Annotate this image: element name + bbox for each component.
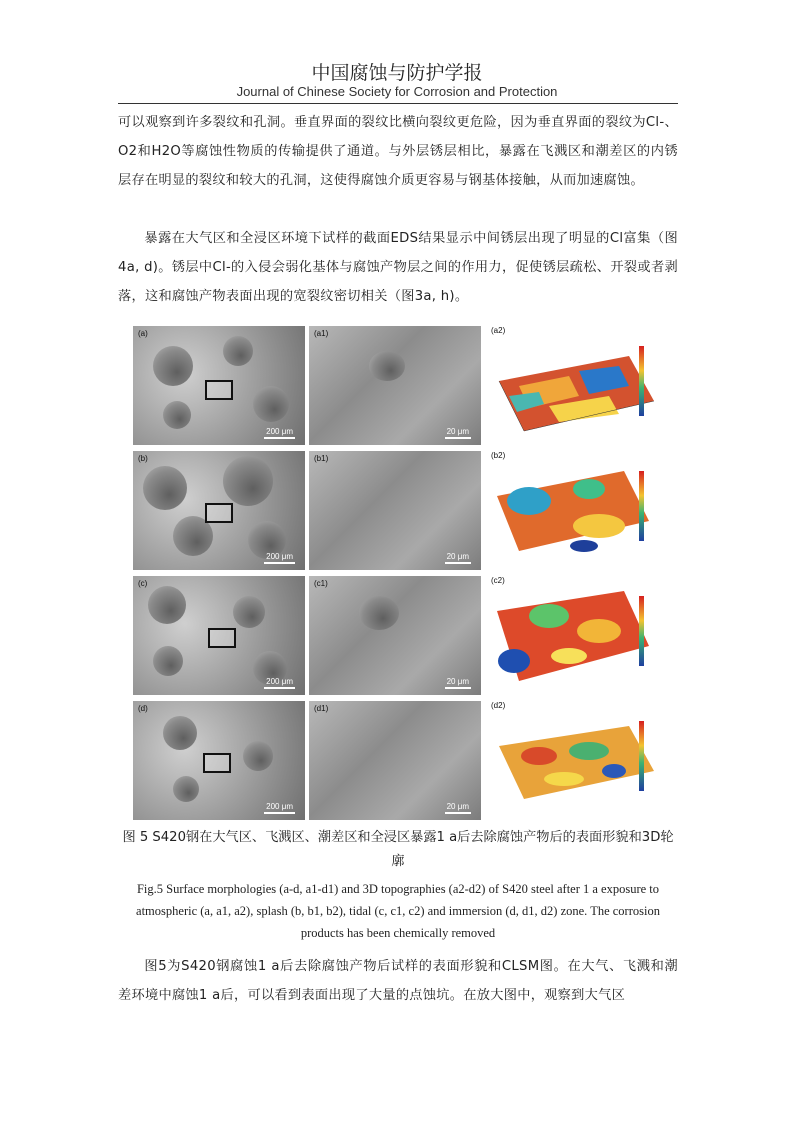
sem-image-d1 [309, 701, 481, 820]
panel-label: (b1) [314, 454, 329, 463]
panel-label: (a1) [314, 329, 329, 338]
topography-3d [489, 451, 659, 570]
panel-label: (d) [138, 704, 148, 713]
sem-image-a [133, 326, 305, 445]
panel-label: (d1) [314, 704, 329, 713]
topo-image-a2 [489, 326, 659, 445]
sem-image-b1 [309, 451, 481, 570]
header-rule [118, 103, 678, 104]
panel-label: (c) [138, 579, 148, 588]
scale-bar: 20 μm [445, 427, 471, 439]
body-paragraph-3: 图5为S420钢腐蚀1 a后去除腐蚀产物后试样的表面形貌和CLSM图。在大气、飞溅和潮差环境中腐蚀1 a后，可以看到表面出现了大量的点蚀坑。在放大图中，观察到大气区 [118, 959, 678, 1003]
body-paragraph-2: 暴露在大气区和全浸区环境下试样的截面EDS结果显示中间锈层出现了明显的Cl富集（图4a, d)。锈层中Cl-的入侵会弱化基体与腐蚀产物层之间的作用力，促使锈层疏松、开裂或者剥落，这和腐蚀产物表面出现的宽裂纹密切相关（图3a, h)。 [118, 231, 678, 304]
zoom-box [205, 380, 233, 400]
panel-label: (c1) [314, 579, 328, 588]
scale-bar: 200 μm [264, 677, 295, 689]
sem-image-d [133, 701, 305, 820]
topo-image-b2 [489, 451, 659, 570]
panel-label: (b) [138, 454, 148, 463]
topo-image-c2 [489, 576, 659, 695]
scale-bar: 20 μm [445, 552, 471, 564]
sem-image-a1 [309, 326, 481, 445]
panel-label: (a2) [491, 326, 506, 335]
panel-label: (d2) [491, 701, 506, 710]
scale-bar: 200 μm [264, 427, 295, 439]
figure-caption-cn: 图 5 S420钢在大气区、飞溅区、潮差区和全浸区暴露1 a后去除腐蚀产物后的表面形貌和3D轮廓 [122, 830, 674, 869]
zoom-box [203, 753, 231, 773]
topography-3d [489, 326, 659, 445]
journal-title-en: Journal of Chinese Society for Corrosion and Protection [236, 84, 558, 99]
scale-bar: 20 μm [445, 677, 471, 689]
panel-label: (a) [138, 329, 148, 338]
panel-label: (c2) [491, 576, 505, 585]
sem-image-b [133, 451, 305, 570]
panel-label: (b2) [491, 451, 506, 460]
sem-image-c1 [309, 576, 481, 695]
zoom-box [208, 628, 236, 648]
scale-bar: 200 μm [264, 802, 295, 814]
scale-bar: 20 μm [445, 802, 471, 814]
zoom-box [205, 503, 233, 523]
topography-3d [489, 576, 659, 695]
topo-image-d2 [489, 701, 659, 820]
journal-title-cn: 中国腐蚀与防护学报 [311, 62, 483, 84]
body-paragraph-1: 可以观察到许多裂纹和孔洞。垂直界面的裂纹比横向裂纹更危险，因为垂直界面的裂纹为Cl-、O2和H2O等腐蚀性物质的传输提供了通道。与外层锈层相比，暴露在飞溅区和潮差区的内锈层存在明显的裂纹和较大的孔洞，这使得腐蚀介质更容易与钢基体接触，从而加速腐蚀。 [118, 115, 678, 188]
sem-image-c [133, 576, 305, 695]
figure-5 [133, 326, 663, 820]
topography-3d [489, 701, 659, 820]
figure-caption-en: Fig.5 Surface morphologies (a-d, a1-d1) and 3D topographies (a2-d2) of S420 steel after 1 a exposure to atmospheric (a, a1, a2), splash (b, b1, b2), tidal (c, c1, c2) and immersion (d, d1, d2) zone. The corrosion products has been chemically removed [136, 882, 660, 940]
scale-bar: 200 μm [264, 552, 295, 564]
